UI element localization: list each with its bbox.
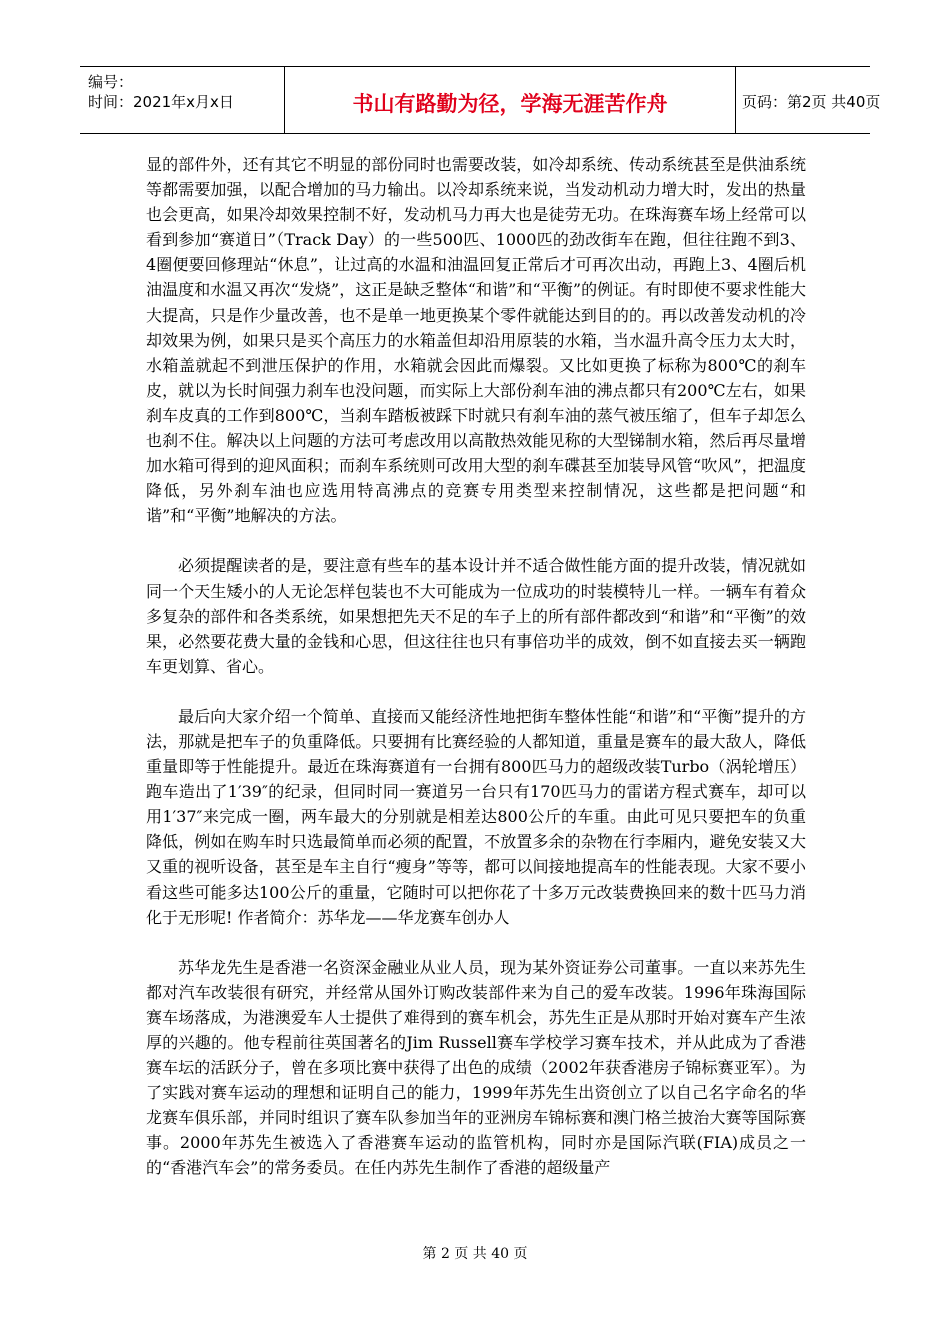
page-footer: 第 2 页 共 40 页	[422, 1246, 528, 1262]
document-body	[146, 152, 806, 1206]
header-middle-cell	[285, 67, 736, 133]
body-paragraph: 苏华龙先生是香港一名资深金融业从业人员，现为某外资证券公司董事。一直以来苏先生都对汽车改装很有研究，并经常从国外订购改装部件来为自己的爱车改装。1996年珠海国际赛车场落成，为港澳爱车人士提供了难得到的赛车机会，苏先生正是从那时开始对赛车产生浓厚的兴趣的。他专程前往英国著名的Jim Russell赛车学校学习赛车技术，并从此成为了香港赛车坛的活跃分子，曾在多项比赛中获得了出色的成绩（2002年获香港房子锦标赛亚军）。为了实践对赛车运动的理想和证明自己的能力，1999年苏先生出资创立了以自己名字命名的华龙赛车俱乐部，并同时组识了赛车队参加当年的亚洲房车锦标赛和澳门格兰披治大赛等国际赛事。2000年苏先生被选入了香港赛车运动的监管机构，同时亦是国际汽联(FIA)成员之一的“香港汽车会”的常务委员。在任内苏先生制作了香港的超级量产	[146, 957, 806, 1178]
header-motto: 书山有路勤为径，学海无涯苦作舟	[352, 92, 668, 116]
document-number-label: 编号：	[88, 73, 134, 91]
body-paragraph: 最后向大家介绍一个简单、直接而又能经济性地把街车整体性能“和谐”和“平衡”提升的方法，那就是把车子的负重降低。只要拥有比赛经验的人都知道，重量是赛车的最大敌人，降低重量即等于性能提升。最近在珠海赛道有一台拥有800匹马力的超级改装Turbo（涡轮增压）跑车造出了1′39″的纪录，但同时同一赛道另一台只有170匹马力的雷诺方程式赛车，却可以用1′37″来完成一圈，两车最大的分别就是相差达800公斤的车重。由此可见只要把车的负重降低，例如在购车时只选最简单而必须的配置，不放置多余的杂物在行李厢内，避免安装又大又重的视听设备，甚至是车主自行“瘦身”等等，都可以间接地提高车的性能表现。大家不要小看这些可能多达100公斤的重量，它随时可以把你花了十多万元改装费换回来的数十匹马力消化于无形呢! 作者简介：苏华龙——华龙赛车创办人	[146, 706, 806, 927]
document-date-label: 时间：2021年x月x日	[88, 93, 234, 111]
header-page-info: 页码：第2页 共40页	[742, 93, 881, 111]
header-right-cell	[736, 67, 881, 133]
page-header	[80, 66, 881, 134]
header-left-cell	[80, 67, 285, 133]
body-paragraph: 显的部件外，还有其它不明显的部份同时也需要改装，如冷却系统、传动系统甚至是供油系统等都需要加强，以配合增加的马力输出。以冷却系统来说，当发动机动力增大时，发出的热量也会更高，如果冷却效果控制不好，发动机马力再大也是徒劳无功。在珠海赛车场上经常可以看到参加“赛道日”（Track Day）的一些500匹、1000匹的劲改街车在跑，但往往跑不到3、4圈便要回修理站“休息”，让过高的水温和油温回复正常后才可再次出动，再跑上3、4圈后机油温度和水温又再次“发烧”，这正是缺乏整体“和谐”和“平衡”的例证。有时即使不要求性能大大提高，只是作少量改善，也不是单一地更换某个零件就能达到目的的。再以改善发动机的冷却效果为例，如果只是买个高压力的水箱盖但却沿用原装的水箱，当水温升高令压力太大时，水箱盖就起不到泄压保护的作用，水箱就会因此而爆裂。又比如更换了标称为800℃的刹车皮，就以为长时间强力刹车也没问题，而实际上大部份刹车油的沸点都只有200℃左右，如果刹车皮真的工作到800℃，当刹车踏板被踩下时就只有刹车油的蒸气被压缩了，但车子却怎么也刹不住。解决以上问题的方法可考虑改用以高散热效能见称的大型锑制水箱，然后再尽量增加水箱可得到的迎风面积；而刹车系统则可改用大型的刹车碟甚至加装导风管“吹风”，把温度降低，另外刹车油也应选用特高沸点的竞赛专用类型来控制情况，这些都是把问题“和谐”和“平衡”地解决的方法。	[146, 155, 806, 526]
body-paragraph: 必须提醒读者的是，要注意有些车的基本设计并不适合做性能方面的提升改装，情况就如同一个天生矮小的人无论怎样包装也不大可能成为一位成功的时装模特儿一样。一辆车有着众多复杂的部件和各类系统，如果想把先天不足的车子上的所有部件都改到“和谐”和“平衡”的效果，必然要花费大量的金钱和心思，但这往往也只有事倍功半的成效，倒不如直接去买一辆跑车更划算、省心。	[146, 556, 806, 676]
